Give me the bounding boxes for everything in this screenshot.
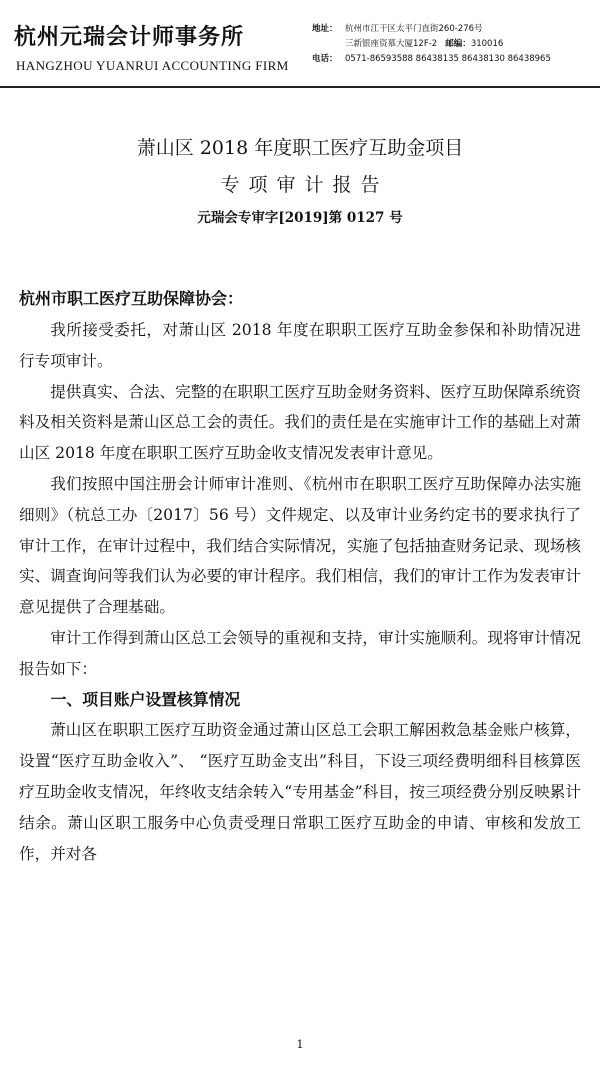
paragraph-procedures: 我们按照中国注册会计师审计准则、《杭州市在职职工医疗互助保障办法实施细则》（杭总工办〔2017〕56 号）文件规定、以及审计业务约定书的要求执行了审计工作，在审计过程中，我们结合实际情况，实施了包括抽查财务记录、现场核实、调查询问等我们认为必要的审计程序。我们相信，我们的审计工作为发表审计意见提供了合理基础。: [19, 474, 581, 617]
letterhead-divider: [0, 86, 600, 88]
addressee: 杭州市职工医疗互助保障协会：: [19, 289, 244, 308]
page-number: 1: [296, 1038, 304, 1051]
paragraph-responsibility: 提供真实、合法、完整的在职职工医疗互助金财务资料、医疗互助保障系统资料及相关资料是萧山区总工会的责任。我们的责任是在实施审计工作的基础上对萧山区 2018 年度在职职工医疗互助金收支情况发表审计意见。: [19, 382, 581, 463]
report-body: [19, 315, 581, 869]
paragraph-cooperation: 审计工作得到萧山区总工会领导的重视和支持，审计实施顺利。现将审计情况报告如下：: [19, 628, 581, 678]
phone-label: 电话：: [312, 54, 338, 64]
firm-contact-block: [312, 22, 596, 67]
address-row: [312, 22, 596, 37]
phone-numbers: 0571-86593588 86438135 86438130 86438965: [345, 54, 551, 64]
document-number: 元瑞会专审字[2019]第 0127 号: [197, 210, 403, 226]
address-line1: 杭州市江干区太平门直街260-276号: [345, 24, 483, 34]
report-title-line1: 萧山区 2018 年度职工医疗互助金项目: [136, 137, 464, 159]
postcode: 310016: [470, 39, 504, 49]
section1-heading: 一、项目账户设置核算情况: [50, 689, 241, 709]
address-row-2: [312, 37, 596, 52]
report-title-line2: 专项审计报告: [220, 174, 389, 196]
postcode-label: 邮编：: [445, 39, 471, 49]
phone-row: [312, 52, 596, 67]
firm-name-cn: 杭州元瑞会计师事务所: [14, 25, 245, 50]
firm-name-en: HANGZHOU YUANRUI ACCOUNTING FIRM: [16, 58, 289, 73]
address-label: 地址：: [312, 24, 338, 34]
letterhead: [0, 0, 600, 86]
section1-paragraph: 萧山区在职职工医疗互助资金通过萧山区总工会职工解困救急基金账户核算，设置“医疗互助金收入”、 “医疗互助金支出”科目，下设三项经费明细科目核算医疗互助金收支情况，年终收支结余转入“专用基金”科目，按三项经费分别反映累计结余。萧山区职工服务中心负责受理日常职工医疗互助金的申请、审核和发放工作，并对各: [19, 721, 581, 863]
paragraph-engagement: 我所接受委托，对萧山区 2018 年度在职职工医疗互助金参保和补助情况进行专项审计。: [19, 321, 581, 370]
address-line2: 三新银座资慕大厦12F-2: [345, 39, 438, 49]
